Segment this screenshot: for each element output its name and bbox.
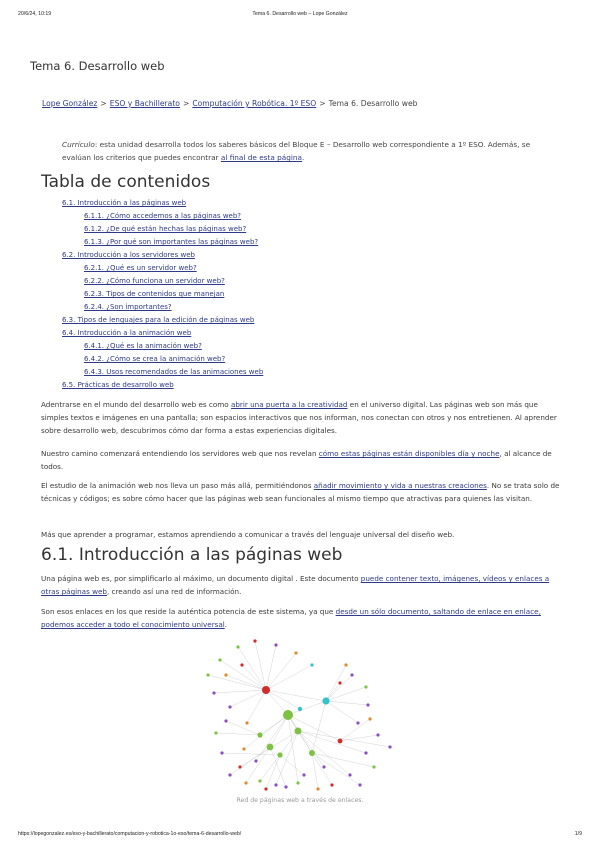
breadcrumb-separator: > bbox=[319, 99, 326, 108]
toc-link-6-4[interactable]: 6.4. Introducción a la animación web bbox=[62, 329, 192, 337]
section-6-1-paragraph-1 bbox=[41, 572, 561, 598]
curriculo-link[interactable]: al final de esta página bbox=[220, 153, 302, 163]
text: Nuestro camino comenzará entendiendo los servidores web que nos revelan bbox=[41, 449, 319, 458]
section-6-1-paragraph-2 bbox=[41, 605, 561, 631]
toc-link-6-1-1[interactable]: 6.1.1. ¿Cómo accedemos a las páginas web? bbox=[84, 212, 242, 220]
toc-item bbox=[62, 329, 191, 337]
toc-item bbox=[84, 342, 202, 350]
toc-item bbox=[62, 251, 195, 259]
print-datetime: 20/6/24, 10:19 bbox=[18, 11, 52, 17]
toc-link-6-2[interactable]: 6.2. Introducción a los servidores web bbox=[62, 251, 195, 259]
breadcrumb-separator: > bbox=[182, 99, 190, 108]
toc-item bbox=[84, 238, 258, 246]
network-nodes bbox=[206, 639, 391, 790]
text: en el universo digital. Las páginas web son más que simples textos e imágenes en una pantalla; son espacios interactivos que nos informan, nos conectan con otros y nos entretienen. Al aprender sobre desarrollo web, descubrimos cómo dar forma a estas experiencias digitales. bbox=[41, 400, 557, 435]
intro-paragraph-2 bbox=[41, 447, 561, 473]
link-conocimiento[interactable]: desde un sólo documento, saltando de enlace en enlace, podemos acceder a todo el conocimiento universal bbox=[41, 607, 541, 629]
breadcrumb-current: Tema 6. Desarrollo web bbox=[328, 99, 418, 108]
toc-link-6-3[interactable]: 6.3. Tipos de lenguajes para la edición de páginas web bbox=[62, 316, 255, 324]
network-hubs bbox=[257, 686, 342, 758]
breadcrumb-separator: > bbox=[100, 99, 107, 108]
link-creatividad[interactable]: abrir una puerta a la creatividad bbox=[230, 400, 348, 409]
curriculo-label: Currículo bbox=[62, 140, 95, 150]
toc-link-6-1[interactable]: 6.1. Introducción a las páginas web bbox=[62, 199, 187, 207]
toc-link-6-1-3[interactable]: 6.1.3. ¿Por qué son importantes las páginas web? bbox=[84, 238, 259, 246]
toc-title: Tabla de contenidos bbox=[41, 172, 211, 192]
toc-item bbox=[84, 225, 246, 233]
web-network-illustration bbox=[200, 635, 400, 793]
toc-item bbox=[84, 355, 225, 363]
toc-link-6-2-3[interactable]: 6.2.3. Tipos de contenidos que manejan bbox=[84, 290, 225, 298]
print-doc-title: Tema 6. Desarrollo web – Lope González bbox=[252, 11, 348, 17]
link-disponibles[interactable]: cómo estas páginas están disponibles día y noche bbox=[318, 449, 500, 458]
intro-paragraph-3 bbox=[41, 479, 561, 505]
curriculo-text: : esta unidad desarrolla todos los saberes básicos del Bloque E – Desarrollo web correspondiente a 1º ESO. Además, se evalúan los criterios que puedes encontrar bbox=[62, 140, 531, 163]
network-edges bbox=[208, 641, 390, 789]
breadcrumb-eso[interactable]: ESO y Bachillerato bbox=[109, 99, 180, 108]
text: . No se trata solo de técnicas y códigos; es sobre cómo hacer que las páginas web sean funcionales al mismo tiempo que atractivas para quienes las visitan. bbox=[41, 481, 560, 503]
toc-item bbox=[84, 303, 172, 311]
link-contenido[interactable]: puede contener texto, imágenes, vídeos y enlaces a otras páginas web bbox=[41, 574, 550, 596]
toc-item bbox=[62, 381, 174, 389]
toc-link-6-2-2[interactable]: 6.2.2. ¿Cómo funciona un servidor web? bbox=[84, 277, 225, 285]
toc-link-6-5[interactable]: 6.5. Prácticas de desarrollo web bbox=[62, 381, 174, 389]
intro-paragraph-1 bbox=[41, 398, 561, 437]
text: Adentrarse en el mundo del desarrollo web es como bbox=[41, 400, 231, 409]
print-url: https://lopegonzalez.es/eso-y-bachillerato/computacion-y-robotica-1o-eso/tema-6-desarrollo-web/ bbox=[18, 831, 242, 837]
breadcrumb-home[interactable]: Lope González bbox=[42, 99, 98, 108]
print-page-number: 1/9 bbox=[574, 831, 582, 837]
toc-item bbox=[62, 199, 186, 207]
toc-item bbox=[62, 316, 254, 324]
toc-link-6-4-3[interactable]: 6.4.3. Usos recomendados de las animaciones web bbox=[84, 368, 264, 376]
text: Son esos enlaces en los que reside la auténtica potencia de este sistema, ya que bbox=[41, 607, 336, 616]
toc-link-6-2-1[interactable]: 6.2.1. ¿Qué es un servidor web? bbox=[84, 264, 197, 272]
toc-item bbox=[84, 368, 263, 376]
toc-item bbox=[84, 277, 225, 285]
toc-link-6-2-4[interactable]: 6.2.4. ¿Son importantes? bbox=[84, 303, 172, 311]
toc-link-6-4-1[interactable]: 6.4.1. ¿Qué es la animación web? bbox=[84, 342, 202, 350]
breadcrumb-course[interactable]: Computación y Robótica. 1º ESO bbox=[192, 99, 317, 108]
text: Una página web es, por simplificarlo al máximo, un documento digital . Este documento bbox=[41, 574, 361, 583]
figure-caption: Red de páginas web a través de enlaces. bbox=[236, 797, 364, 804]
toc-item bbox=[84, 264, 197, 272]
toc-link-6-4-2[interactable]: 6.4.2. ¿Cómo se crea la animación web? bbox=[84, 355, 226, 363]
site-title: Tema 6. Desarrollo web bbox=[30, 59, 165, 73]
text: . bbox=[224, 620, 228, 629]
link-movimiento[interactable]: añadir movimiento y vida a nuestras creaciones bbox=[313, 481, 487, 490]
toc-item bbox=[84, 212, 241, 220]
curriculo-note bbox=[62, 138, 542, 164]
text: El estudio de la animación web nos lleva un paso más allá, permitiéndonos bbox=[41, 481, 314, 490]
text: , al alcance de todos. bbox=[41, 449, 552, 471]
text: , creando así una red de información. bbox=[106, 587, 242, 596]
breadcrumb bbox=[42, 99, 417, 108]
section-heading-6-1: 6.1. Introducción a las páginas web bbox=[41, 545, 343, 565]
curriculo-text-end: . bbox=[302, 153, 305, 163]
intro-paragraph-4: Más que aprender a programar, estamos aprendiendo a comunicar a través del lenguaje universal del diseño web. bbox=[41, 530, 455, 539]
toc-link-6-1-2[interactable]: 6.1.2. ¿De qué están hechas las páginas web? bbox=[84, 225, 247, 233]
toc-item bbox=[84, 290, 224, 298]
